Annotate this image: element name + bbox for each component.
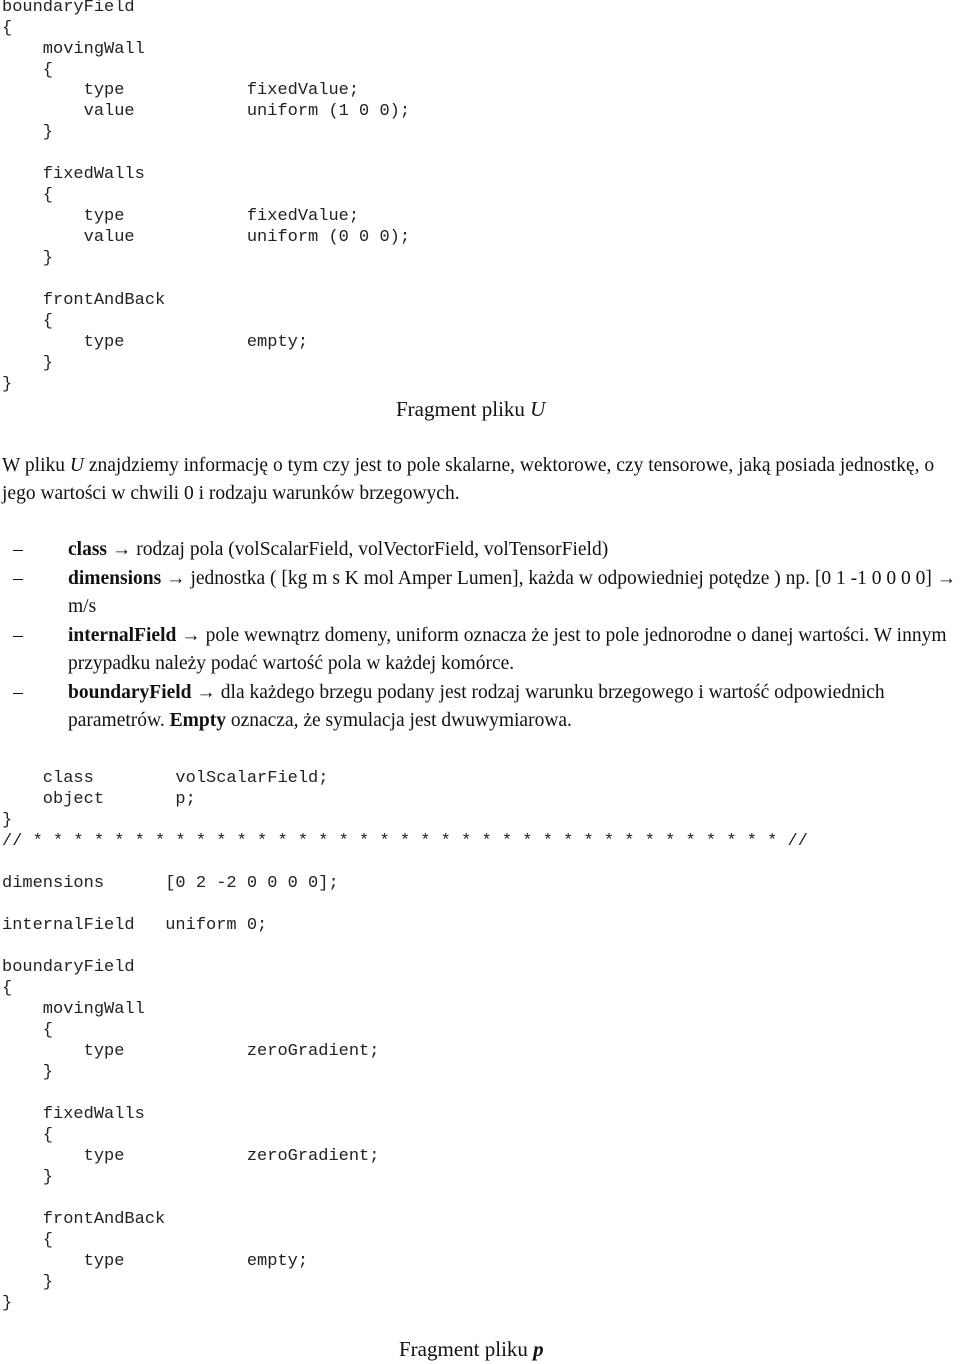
code-line: value uniform (1 0 0); [2,102,411,121]
code-line: } [2,1294,13,1313]
class-description: → rodzaj pola (volScalarField, volVectorField, volTensorField) [107,539,609,560]
bullet-list [0,536,960,736]
code-line: { [2,61,54,80]
dash-icon: – [13,681,23,703]
separator-comment: // * * * * * * * * * * * * * * * * * * * * * * * * * * * * * * * * * * * * * // [2,832,808,851]
code-line: { [2,1126,54,1145]
code-line: { [2,979,13,998]
code-line: } [2,249,54,268]
code-line: } [2,1273,54,1292]
intro-paragraph [2,452,958,508]
intro-after: znajdziemy informację o tym czy jest to pole skalarne, wektorowe, czy tensorowe, jaką posiada jednostkę, o jego wartości w chwili 0 i rodzaju warunków brzegowych. [2,455,935,504]
dimensions-description: → jednostka ( [kg m s K mol Amper Lumen], każda w odpowiedniej potędze ) np. [0 1 -1 0 0 0 0] → m/s [68,567,957,617]
code-line: type fixedValue; [2,81,360,100]
code-line: frontAndBack [2,1210,166,1229]
code-line: class volScalarField; [2,769,329,788]
code-line: boundaryField [2,958,135,977]
caption-file: p [533,1337,544,1361]
code-line: movingWall [2,40,145,59]
code-line: internalField uniform 0; [2,916,268,935]
code-line: type fixedValue; [2,207,360,226]
term-boundary-field: boundaryField [68,681,192,703]
caption-file: U [530,397,546,421]
code-line: } [2,375,13,394]
term-dimensions: dimensions [68,567,162,589]
code-line: type zeroGradient; [2,1042,380,1061]
code-line: value uniform (0 0 0); [2,228,411,247]
dash-icon: – [13,567,23,589]
term-class: class [68,539,107,560]
code-line: { [2,1231,54,1250]
code-line: } [2,1168,54,1187]
caption-prefix: Fragment pliku [399,1337,534,1361]
code-line: type zeroGradient; [2,1147,380,1166]
code-line: type empty; [2,333,309,352]
empty-description: oznacza, że symulacja jest dwuwymiarowa. [225,710,572,731]
boundary-field-description: → dla każdego brzegu podany jest rodzaj warunku brzegowego i wartość odpowiednich parametrów. [68,681,885,731]
code-line: frontAndBack [2,291,166,310]
code-line: boundaryField [2,0,135,17]
dash-icon: – [13,624,23,646]
term-empty: Empty [169,710,226,731]
bullet-class [0,536,960,565]
code-line: dimensions [0 2 -2 0 0 0 0]; [2,874,339,893]
caption-p [399,1337,544,1362]
code-line: { [2,186,54,205]
code-line: fixedWalls [2,165,145,184]
intro-file: U [69,455,84,476]
code-line: { [2,19,13,38]
intro-before: W pliku [2,455,70,476]
code-line: } [2,1063,54,1082]
code-line: movingWall [2,1000,145,1019]
code-line: fixedWalls [2,1105,145,1124]
code-line: } [2,354,54,373]
code-line: object p; [2,790,196,809]
code-line: type empty; [2,1252,309,1271]
internal-field-description: → pole wewnątrz domeny, uniform oznacza że jest to pole jednorodne o danej wartości. W innym przypadku należy podać wartość pola w każdej komórce. [68,624,947,674]
bullet-boundary-field [0,679,960,736]
code-line: { [2,1021,54,1040]
bullet-dimensions [0,565,960,622]
caption-u [396,397,545,422]
code-line: { [2,312,54,331]
term-internal-field: internalField [68,624,177,646]
dash-icon: – [13,539,23,560]
bullet-internal-field [0,622,960,679]
code-line: } [2,123,54,142]
caption-prefix: Fragment pliku [396,397,531,421]
code-line: } [2,811,13,830]
